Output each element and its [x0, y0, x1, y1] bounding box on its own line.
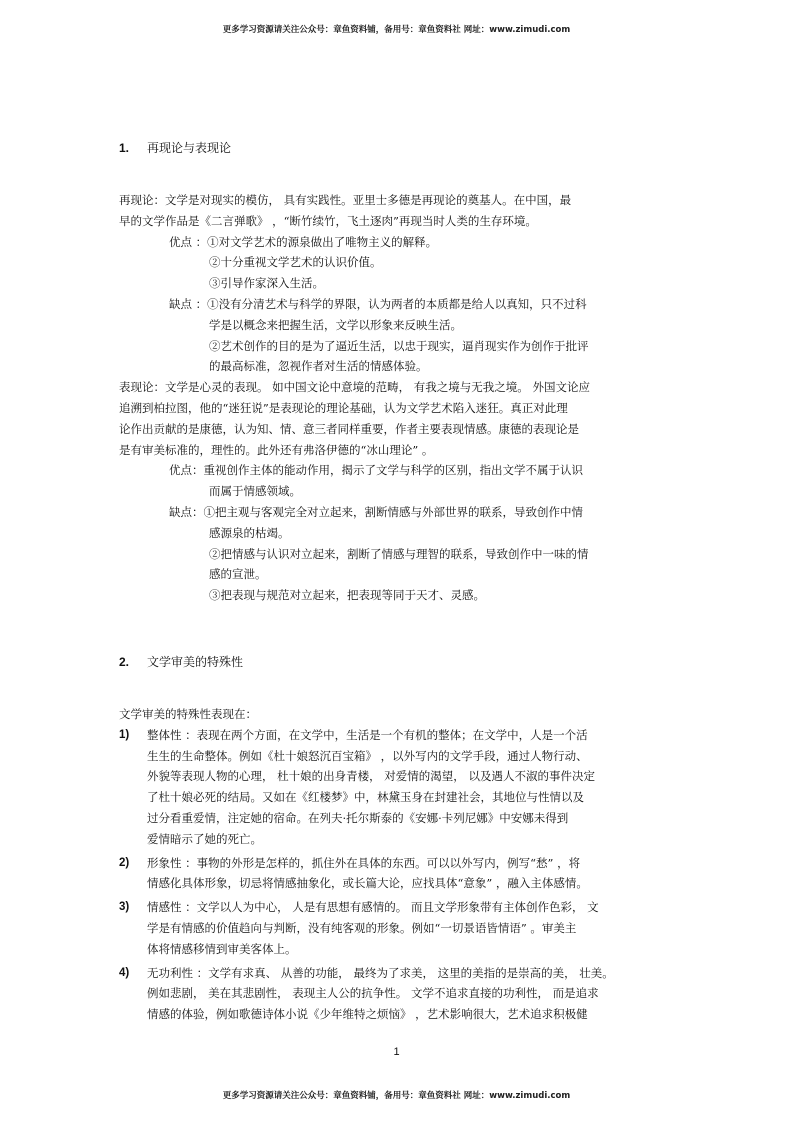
cons-line: 缺点 ：①没有分清艺术与科学的界限，认为两者的本质都是给人以真知，只不过科: [169, 296, 587, 311]
cons-line: 感的宣泄。: [209, 567, 267, 582]
list-item-line: 过分看重爱情，注定她的宿命。在列夫·托尔斯泰的《安娜·卡列尼娜》中安娜未得到: [147, 810, 569, 825]
page-number: 1: [393, 1046, 400, 1058]
section-title: [119, 139, 679, 157]
list-item-line: 学是有情感的价值趋向与判断，没有纯客观的形象。例如“一切景语皆情语” 。审美主: [147, 920, 577, 935]
cons-line: 缺点：①把主观与客观完全对立起来，割断情感与外部世界的联系，导致创作中情: [169, 504, 583, 519]
list-item: [119, 897, 679, 959]
pros-line: 而属于情感领域。: [209, 484, 301, 499]
pros-line: ②十分重视文学艺术的认识价值。: [209, 255, 382, 270]
cons-line: ②艺术创作的目的是为了逼近生活，以忠于现实，逼肖现实作为创作于批评: [209, 338, 589, 353]
list-item-line: 情感性 ：文学以人为中心， 人是有思想有感情的。 而且文学形象带有主体创作色彩， 文: [147, 900, 599, 915]
list-item-line: 无功利性 ：文学有求真、 从善的功能， 最终为了求美， 这里的美指的是崇高的美， 壮美。: [147, 965, 614, 980]
list-item-number: 1): [119, 728, 130, 741]
paragraph-line: 表现论：文学是心灵的表现。 如中国文论中意境的范畴， 有我之境与无我之境。 外国文论应: [119, 380, 590, 395]
section-number: 2.: [119, 654, 130, 669]
list-item-line: 爱情暗示了她的死亡。: [147, 831, 262, 846]
pros-line: 优点：重视创作主体的能动作用，揭示了文学与科学的区别，指出文学不属于认识: [169, 463, 583, 478]
section-title-text: 再现论与表现论: [147, 141, 232, 155]
cons-line: 的最高标准，忽视作者对生活的情感体验。: [209, 359, 428, 374]
list-item-number: 2): [119, 856, 130, 869]
cons-line: 感源泉的枯竭。: [209, 525, 290, 540]
list-item: [119, 725, 679, 850]
page-footer: 更多学习资源请关注公众号：章鱼资料铺，备用号：章鱼资料社 网址：www.zimudi.com: [222, 1091, 571, 1101]
paragraph-line: 早的文学作品是《二言弹歌》 ，“断竹续竹，飞土逐肉”再现当时人类的生存环境。: [119, 213, 537, 228]
pros-line: 优点 ：①对文学艺术的源泉做出了唯物主义的解释。: [169, 234, 438, 249]
cons-line: 学是以概念来把握生活，文学以形象来反映生活。: [209, 317, 462, 332]
list-item: [119, 963, 679, 1025]
list-item-line: 外貌等表现人物的心理， 杜十娘的出身青楼， 对爱情的渴望， 以及遇人不淑的事件决定: [147, 769, 595, 784]
section-title: [119, 653, 679, 671]
list-item-line: 情感的体验，例如歌德诗体小说《少年维特之烦恼》 ，艺术影响很大，艺术追求积极健: [147, 1007, 588, 1022]
list-item-line: 例如悲剧， 美在其悲剧性， 表现主人公的抗争性。 文学不追求直接的功利性， 而是追求: [147, 986, 599, 1001]
document-body: [119, 139, 679, 1025]
paragraph-line: 追溯到柏拉图，他的“迷狂说”是表现论的理论基础，认为文学艺术陷入迷狂。真正对此理: [119, 400, 568, 415]
list-item-line: 情感化具体形象，切忌将情感抽象化，或长篇大论，应找具体“意象” ，融入主体感情。: [147, 876, 588, 891]
section-title-text: 文学审美的特殊性: [147, 654, 244, 669]
pros-line: ③引导作家深入生活。: [209, 276, 324, 291]
list-item-line: 整体性 ：表现在两个方面，在文学中，生活是一个有机的整体；在文学中，人是一个活: [147, 727, 588, 742]
list-item: [119, 853, 679, 895]
list-item-line: 体将情感移情到审美客体上。: [147, 941, 297, 956]
list-item-number: 3): [119, 901, 130, 914]
paragraph-line: 是有审美标准的，理性的。此外还有弗洛伊德的“冰山理论” 。: [119, 442, 434, 457]
page-header: 更多学习资源请关注公众号：章鱼资料铺，备用号：章鱼资料社 网址：www.zimudi.com: [222, 25, 571, 35]
cons-line: ②把情感与认识对立起来，割断了情感与理智的联系，导致创作中一味的情: [209, 546, 589, 561]
list-item-line: 了杜十娘必死的结局。又如在《红楼梦》中，林黛玉身在封建社会，其地位与性情以及: [147, 790, 584, 805]
section-number: 1.: [119, 141, 130, 155]
list-item-line: 形象性 ：事物的外形是怎样的，抓住外在具体的东西。可以以外写内，例写“愁” ，将: [147, 855, 581, 870]
cons-line: ③把表现与规范对立起来，把表现等同于天才、灵感。: [209, 588, 485, 603]
list-item-line: 生生的生命整体。例如《杜十娘怒沉百宝箱》 ，以外写内的文学手段，通过人物行动、: [147, 748, 588, 763]
paragraph-line: 文学审美的特殊性表现在：: [119, 706, 257, 721]
paragraph-line: 论作出贡献的是康德，认为知、情、意三者同样重要，作者主要表现情感。康德的表现论是: [119, 421, 579, 436]
list-item-number: 4): [119, 966, 130, 979]
paragraph-line: 再现论：文学是对现实的模仿， 具有实践性。亚里士多德是再现论的奠基人。在中国，最: [119, 193, 572, 207]
